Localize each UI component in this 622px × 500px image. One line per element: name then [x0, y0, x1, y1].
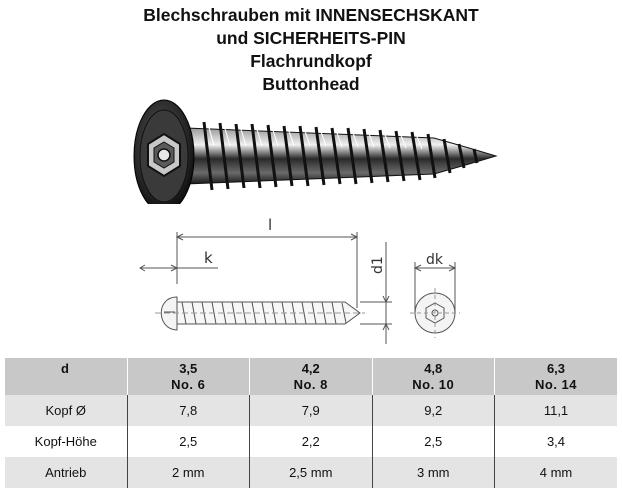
dim-label-d1: d1 [370, 256, 386, 274]
title-line-1: Blechschrauben mit INNENSECHSKANT [143, 5, 479, 25]
table-row [5, 395, 617, 426]
header-col-3 [372, 358, 495, 395]
screw-photo [124, 86, 504, 204]
size-number: No. 8 [293, 376, 328, 392]
technical-drawing [120, 212, 482, 352]
header-label-d: d [5, 358, 127, 395]
size-value: 6,3 [546, 360, 566, 376]
table-cell: 2,5 [372, 426, 495, 457]
title-block [0, 4, 622, 96]
dim-label-k: k [204, 249, 213, 267]
size-number: No. 10 [412, 376, 455, 392]
title-line-4: Buttonhead [262, 74, 360, 94]
table-cell: 2,5 mm [250, 457, 373, 488]
size-number: No. 14 [534, 376, 577, 392]
table-cell: 2,5 [127, 426, 250, 457]
size-number: No. 6 [171, 376, 206, 392]
size-value: 4,2 [301, 360, 320, 376]
row-label: Kopf Ø [5, 395, 127, 426]
table-cell: 4 mm [495, 457, 618, 488]
title-line-2: und SICHERHEITS-PIN [216, 28, 406, 48]
dim-label-l: l [268, 216, 273, 234]
size-value: 3,5 [179, 360, 198, 376]
table-cell: 2 mm [127, 457, 250, 488]
table-cell: 9,2 [372, 395, 495, 426]
dim-label-dk: dk [426, 252, 443, 268]
size-value: 4,8 [424, 360, 443, 376]
spec-table [5, 358, 617, 488]
header-col-2 [250, 358, 373, 395]
table-cell: 3 mm [372, 457, 495, 488]
table-cell: 7,8 [127, 395, 250, 426]
table-row [5, 426, 617, 457]
table-cell: 11,1 [495, 395, 618, 426]
table-cell: 3,4 [495, 426, 618, 457]
header-col-4 [495, 358, 618, 395]
table-row [5, 457, 617, 488]
header-col-1 [127, 358, 250, 395]
title-line-3: Flachrundkopf [250, 51, 372, 71]
spec-table-header [5, 358, 617, 395]
table-cell: 2,2 [250, 426, 373, 457]
row-label: Antrieb [5, 457, 127, 488]
row-label: Kopf-Höhe [5, 426, 127, 457]
table-cell: 7,9 [250, 395, 373, 426]
